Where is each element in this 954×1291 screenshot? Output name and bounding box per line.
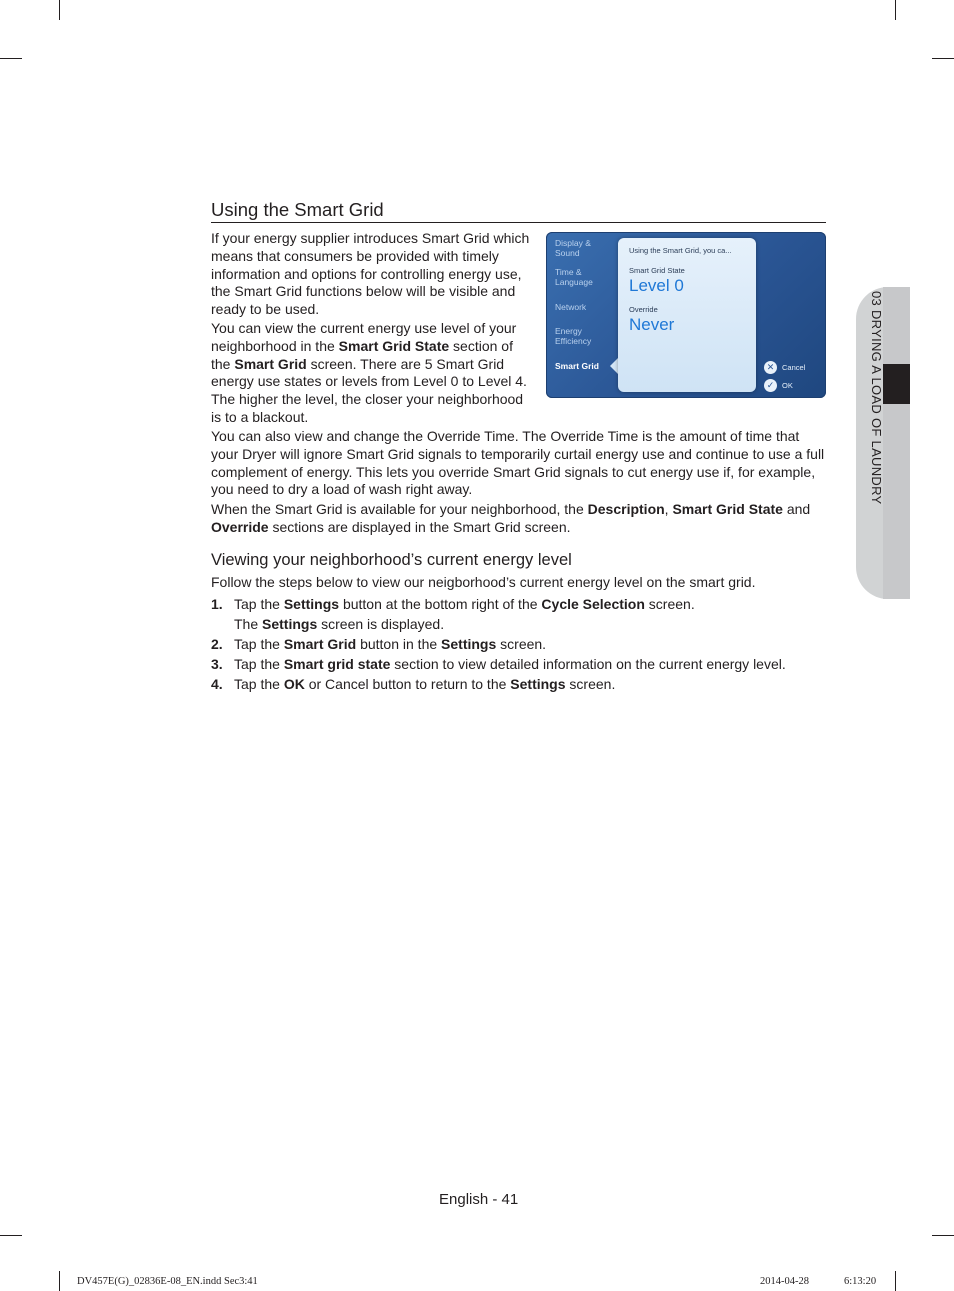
- crop-mark: [932, 1235, 954, 1236]
- cancel-action: ✕ Cancel: [764, 360, 805, 374]
- ok-action: ✓ OK: [764, 378, 793, 392]
- smart-grid-screen-illustration: [546, 232, 826, 398]
- state-value: Level 0: [629, 276, 684, 295]
- intro-paragraph: If your energy supplier introduces Smart Grid which means that consumers be provided with timely information and options for controlling energy use, the Smart Grid functions below will be visible and ready to be used.: [211, 230, 530, 318]
- footer-date: 2014-04-28: [760, 1276, 809, 1287]
- crop-mark: [59, 1271, 60, 1291]
- panel-pointer: [610, 358, 618, 374]
- override-value: Never: [629, 315, 675, 334]
- page-number: English - 41: [439, 1191, 519, 1208]
- subsection-title: Viewing your neighborhood’s current energy level: [211, 551, 572, 569]
- chapter-label: 03 DRYING A LOAD OF LAUNDRY: [869, 291, 884, 505]
- override-time-paragraph: You can also view and change the Override Time. The Override Time is the amount of time that your Dryer will ignore Smart Grid signals to temporarily curtail energy use and continue to use a full complement of energy. This lets you override Smart Grid signals to cut energy use if, for example, you need to dry a load of wash right away.: [211, 428, 825, 498]
- tab-strip: [883, 287, 910, 599]
- menu-item-display-sound: Display & Sound: [555, 238, 591, 258]
- footer-file-info: DV457E(G)_02836E-08_EN.indd Sec3:41: [77, 1276, 258, 1287]
- steps-list: [211, 594, 826, 694]
- chapter-side-tab: [856, 287, 910, 599]
- menu-item-energy-efficiency: Energy Efficiency: [555, 326, 592, 346]
- section-title: Using the Smart Grid: [211, 199, 826, 223]
- availability-paragraph: When the Smart Grid is available for your neighborhood, the Description, Smart Grid State and Override sections are displayed in the Smart Grid screen.: [211, 501, 811, 535]
- smart-grid-state-paragraph: You can view the current energy use level of your neighborhood in the Smart Grid State section of the Smart Grid screen. There are 5 Smart Grid energy use states or levels from Level 0 to Level 4. The higher the level, the closer your neighborhood is to a blackout.: [211, 320, 527, 425]
- override-label: Override: [629, 305, 658, 314]
- state-label: Smart Grid State: [629, 266, 685, 275]
- footer-time: 6:13:20: [844, 1276, 877, 1287]
- step-item: 4. Tap the OK or Cancel button to return to the Settings screen.: [211, 676, 616, 692]
- step-item: 3. Tap the Smart grid state section to view detailed information on the current energy level.: [211, 656, 786, 672]
- crop-mark: [932, 58, 954, 59]
- step-note: The Settings screen is displayed.: [234, 616, 445, 632]
- crop-mark: [59, 0, 60, 20]
- crop-mark: [0, 58, 22, 59]
- crop-mark: [895, 1271, 896, 1291]
- smart-grid-panel: [618, 238, 756, 392]
- panel-description: Using the Smart Grid, you ca...: [629, 246, 732, 255]
- step-item: 1. Tap the Settings button at the bottom right of the Cycle Selection screen. The Settings screen is displayed.: [211, 594, 826, 634]
- crop-mark: [895, 0, 896, 20]
- menu-item-smart-grid: Smart Grid: [555, 361, 599, 371]
- check-icon: ✓: [764, 379, 777, 392]
- steps-intro: Follow the steps below to view our neigborhood’s current energy level on the smart grid.: [211, 574, 756, 590]
- crop-mark: [0, 1235, 22, 1236]
- menu-item-network: Network: [555, 302, 587, 312]
- chapter-marker: [883, 364, 910, 404]
- step-item: 2. Tap the Smart Grid button in the Settings screen.: [211, 636, 547, 652]
- menu-item-time-language: Time & Language: [555, 267, 593, 287]
- close-icon: ✕: [764, 361, 777, 374]
